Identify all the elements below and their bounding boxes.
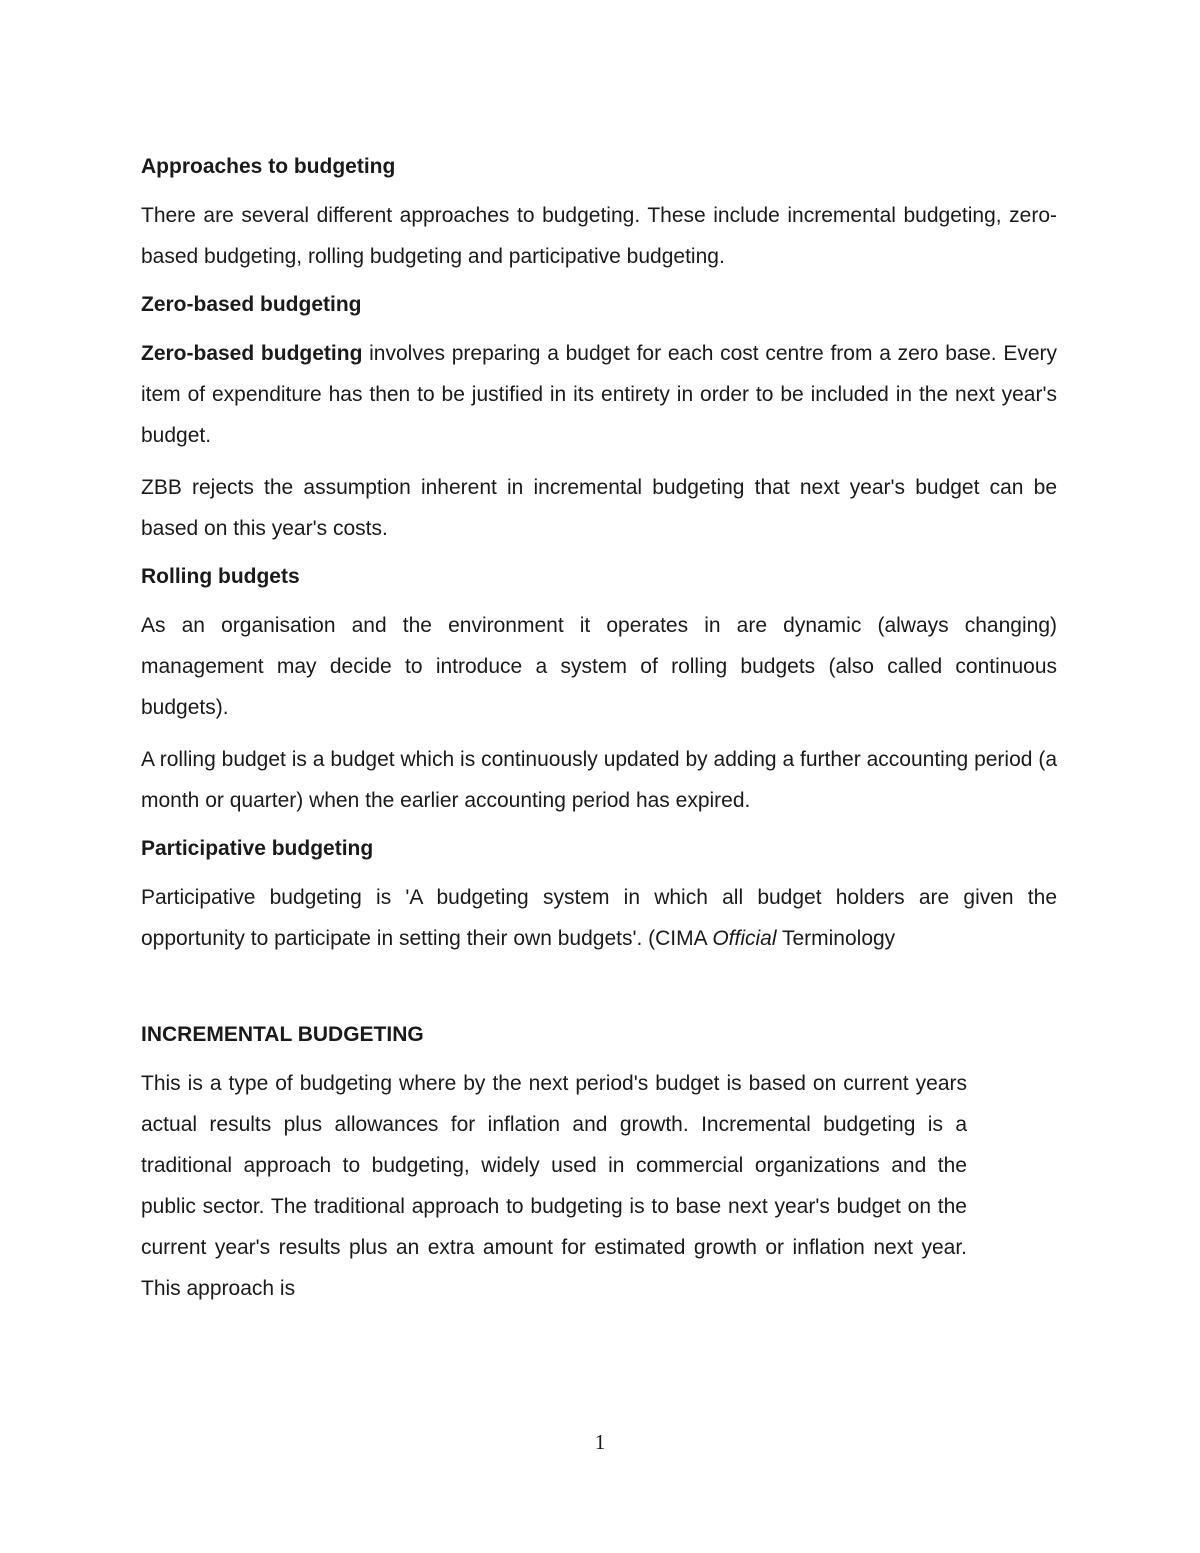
incremental-section <box>141 1018 1057 1309</box>
paragraph-participative-end: Terminology <box>776 927 896 950</box>
paragraph-participative <box>141 877 1057 959</box>
bold-term-zero-based: Zero-based budgeting <box>141 342 363 365</box>
heading-participative: Participative budgeting <box>141 837 374 860</box>
paragraph-zero-based-1-text: involves preparing a budget for each cost centre from a zero base. Every item of expenditure has then to be justified in its entirety in order to be included in the next year's budget. <box>141 342 1058 447</box>
paragraph-rolling-2: A rolling budget is a budget which is continuously updated by adding a further accounting period (a month or quarter) when the earlier accounting period has expired. <box>141 748 1057 812</box>
italic-official: Official <box>712 927 777 950</box>
paragraph-incremental: This is a type of budgeting where by the next period's budget is based on current years actual results plus allowances for inflation and growth. Incremental budgeting is a traditional approach to budgeting, widely used in commercial organizations and the public sector. The traditional approach to budgeting is to base next year's budget on the current year's results plus an extra amount for estimated growth or inflation next year. This approach is <box>141 1072 967 1300</box>
heading-incremental: INCREMENTAL BUDGETING <box>141 1023 424 1046</box>
paragraph-approaches: There are several different approaches to budgeting. These include incremental budgeting, zero-based budgeting, rolling budgeting and participative budgeting. <box>141 204 1057 268</box>
heading-approaches: Approaches to budgeting <box>141 155 396 178</box>
paragraph-rolling-1: As an organisation and the environment it operates in are dynamic (always changing) management may decide to introduce a system of rolling budgets (also called continuous budgets). <box>141 614 1057 719</box>
page-number: 1 <box>594 1430 606 1454</box>
paragraph-zero-based-1 <box>141 333 1057 456</box>
heading-rolling: Rolling budgets <box>141 565 300 588</box>
paragraph-zero-based-2: ZBB rejects the assumption inherent in incremental budgeting that next year's budget can be based on this year's costs. <box>141 476 1057 540</box>
heading-zero-based: Zero-based budgeting <box>141 293 362 316</box>
document-body <box>141 150 1057 1320</box>
paragraph-participative-start: Participative budgeting is 'A budgeting system in which all budget holders are given the opportunity to participate in setting their own budgets'. (CIMA <box>141 886 1057 950</box>
